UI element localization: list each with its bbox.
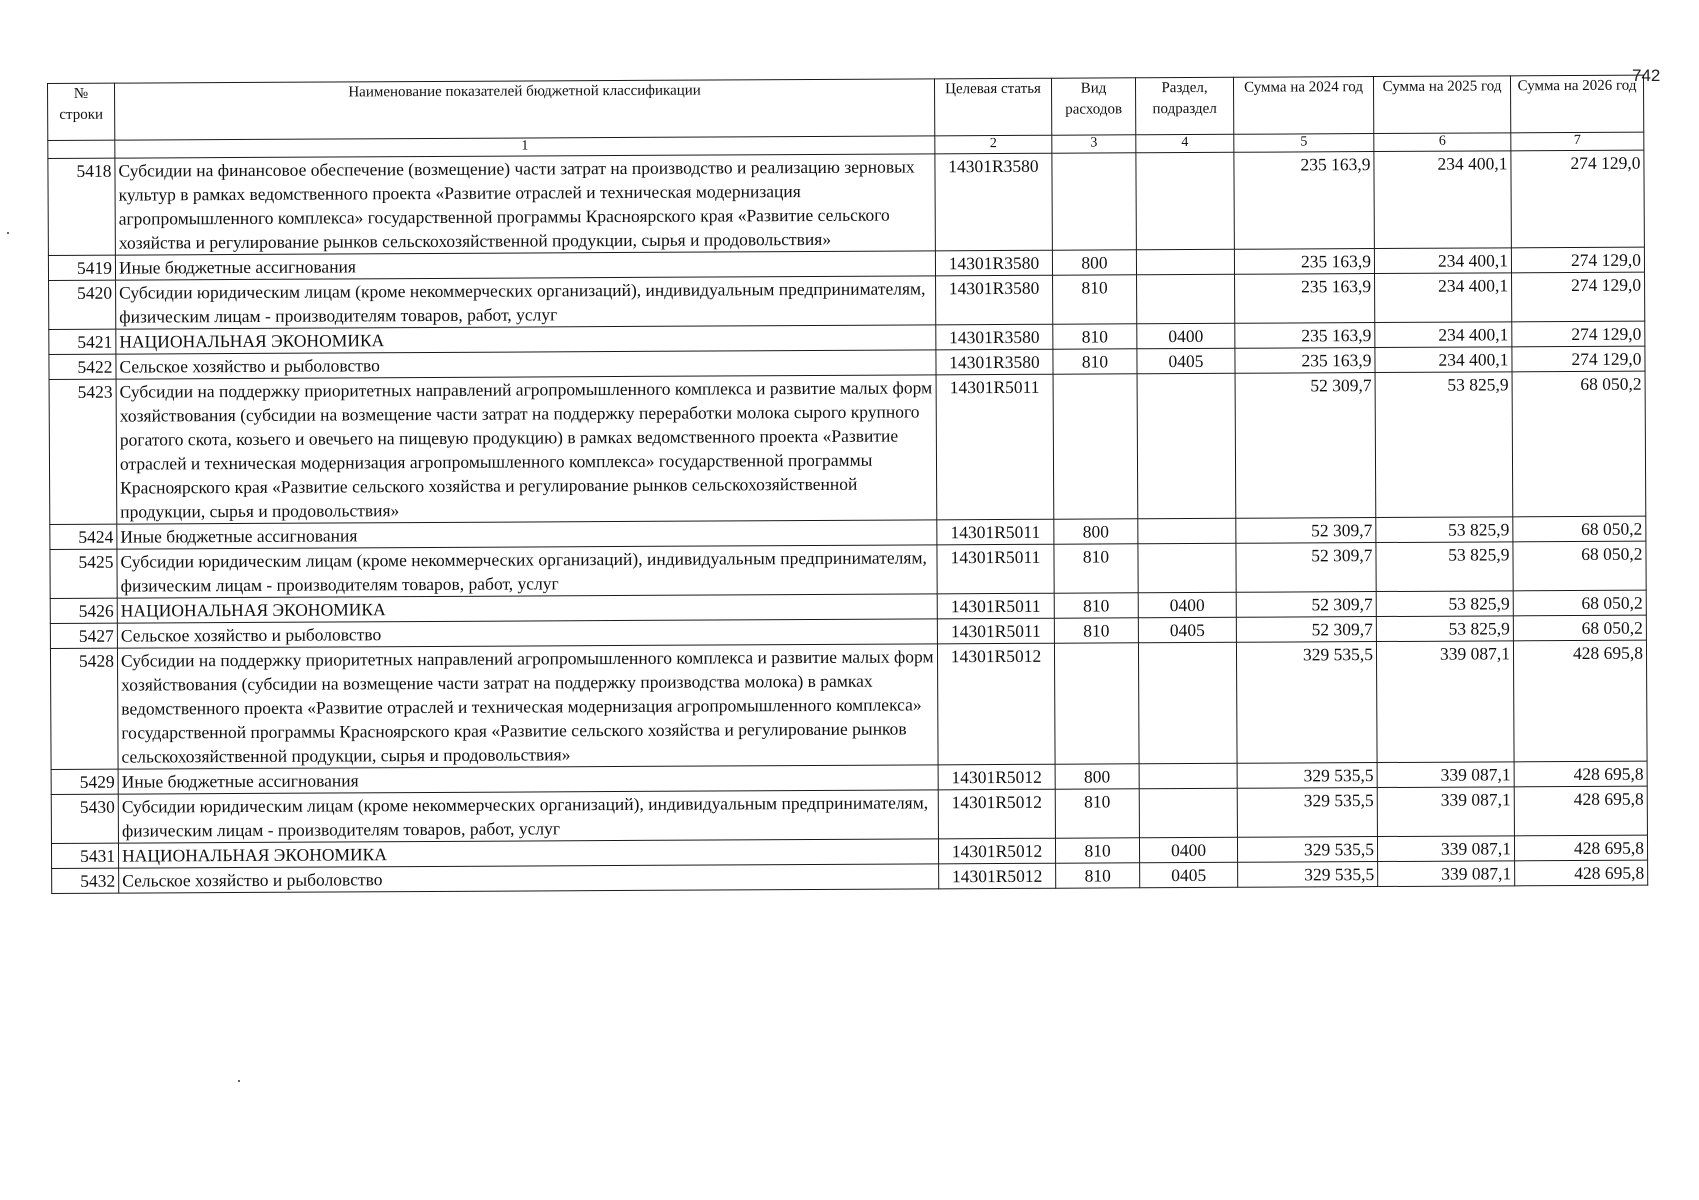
row-target-article: 14301R5012 (937, 643, 1055, 765)
row-sum-2026: 68 050,2 (1513, 615, 1646, 641)
row-target-article: 14301R3580 (936, 349, 1053, 375)
row-sum-2026: 274 129,0 (1511, 150, 1645, 248)
row-sum-2025: 53 825,9 (1376, 616, 1513, 642)
row-section: 0400 (1139, 837, 1237, 863)
header-sum-2024: Сумма на 2024 год (1233, 77, 1373, 135)
row-sum-2025: 234 400,1 (1375, 347, 1512, 373)
row-target-article: 14301R5011 (937, 593, 1054, 619)
row-sum-2025: 339 087,1 (1377, 762, 1514, 788)
row-sum-2026: 68 050,2 (1513, 590, 1646, 616)
row-expense-type (1052, 153, 1137, 250)
header-target-article: Целевая статья (934, 78, 1051, 136)
row-expense-type: 810 (1054, 544, 1138, 593)
row-expense-type: 810 (1053, 275, 1137, 324)
row-number: 5424 (50, 524, 117, 549)
column-number: 6 (1374, 133, 1511, 152)
row-sum-2025: 53 825,9 (1376, 542, 1513, 592)
row-sum-2025: 53 825,9 (1376, 517, 1513, 543)
row-name: Субсидии на финансовое обеспечение (возмещение) части затрат на производство и реализацию зерновых культур в рамках ведомственного проекта «Развитие отраслей и техническая модернизация агропромышленного комплекса» государственной программы Красноярского края «Развитие сельского хозяйства и регулирование рынков сельскохозяйственной продукции, сырья и продовольствия» (115, 154, 935, 255)
row-name: НАЦИОНАЛЬНАЯ ЭКОНОМИКА (116, 325, 936, 354)
row-target-article: 14301R3580 (936, 275, 1053, 325)
row-sum-2026: 428 695,8 (1514, 835, 1647, 861)
row-name: Субсидии юридическим лицам (кроме некоммерческих организаций), индивидуальным предпринимателям, физическим лицам - производителям товаров, работ, услуг (118, 790, 938, 843)
row-section (1138, 642, 1237, 764)
row-sum-2025: 234 400,1 (1374, 151, 1512, 249)
row-name: Иные бюджетные ассигнования (118, 765, 938, 794)
scan-speck (7, 232, 9, 234)
row-section (1138, 518, 1236, 544)
header-row-number: № строки (48, 83, 115, 140)
column-number-blank (48, 140, 115, 158)
row-sum-2024: 329 535,5 (1238, 862, 1378, 888)
column-number: 5 (1234, 134, 1374, 153)
row-section: 0400 (1138, 592, 1236, 618)
row-name: НАЦИОНАЛЬНАЯ ЭКОНОМИКА (118, 839, 938, 868)
row-target-article: 14301R5011 (937, 544, 1054, 594)
row-target-article: 14301R5011 (936, 374, 1054, 520)
row-expense-type: 810 (1053, 349, 1137, 374)
budget-table (47, 75, 1648, 894)
row-sum-2025: 339 087,1 (1377, 836, 1514, 862)
row-sum-2026: 428 695,8 (1514, 786, 1647, 836)
row-name: Иные бюджетные ассигнования (115, 251, 935, 280)
row-section (1137, 274, 1235, 324)
column-number: 1 (115, 136, 935, 158)
row-sum-2024: 329 535,5 (1237, 788, 1377, 838)
row-sum-2024: 329 535,5 (1237, 837, 1377, 863)
row-sum-2025: 339 087,1 (1376, 641, 1514, 763)
page-number: 742 (1632, 66, 1661, 85)
row-sum-2025: 234 400,1 (1375, 273, 1512, 323)
row-expense-type: 810 (1054, 593, 1138, 618)
row-name: Сельское хозяйство и рыболовство (119, 864, 939, 893)
header-sum-2026: Сумма на 2026 год (1510, 75, 1643, 133)
row-number: 5428 (50, 648, 118, 769)
row-sum-2026: 274 129,0 (1511, 247, 1644, 273)
row-sum-2026: 428 695,8 (1513, 640, 1647, 762)
row-expense-type: 800 (1052, 250, 1136, 275)
row-sum-2025: 53 825,9 (1375, 372, 1513, 518)
row-sum-2024: 52 309,7 (1236, 543, 1376, 593)
row-number: 5421 (49, 329, 116, 354)
row-expense-type: 800 (1054, 519, 1138, 544)
row-target-article: 14301R5012 (938, 764, 1055, 790)
table-row (50, 541, 1646, 598)
row-target-article: 14301R5012 (938, 838, 1055, 864)
row-sum-2026: 274 129,0 (1512, 272, 1645, 322)
row-sum-2025: 339 087,1 (1377, 787, 1514, 837)
row-name: Субсидии на поддержку приоритетных направлений агропромышленного комплекса и развитие малых форм хозяйствования (субсидии на возмещение части затрат на поддержку производства молока) в рамках ведомственного проекта «Развитие отраслей и техническая модернизация агропромышленного комплекса» государственной программы Красноярского края «Развитие сельского хозяйства и регулирование рынков сельскохозяйственной продукции, сырья и продовольствия» (117, 644, 938, 769)
row-section (1138, 543, 1236, 593)
row-sum-2024: 235 163,9 (1235, 274, 1375, 324)
row-number: 5427 (50, 623, 117, 648)
row-sum-2024: 329 535,5 (1236, 642, 1377, 764)
row-section (1137, 373, 1236, 519)
row-number: 5429 (51, 769, 118, 794)
row-number: 5423 (49, 379, 117, 524)
scan-speck (238, 1080, 240, 1082)
row-name: Сельское хозяйство и рыболовство (116, 350, 936, 379)
row-number: 5432 (52, 868, 119, 893)
row-name: Сельское хозяйство и рыболовство (117, 619, 937, 648)
row-name: Субсидии юридическим лицам (кроме некоммерческих организаций), индивидуальным предпринимателям, физическим лицам - производителям товаров, работ, услуг (117, 545, 937, 598)
column-number: 4 (1136, 134, 1234, 153)
header-expense-type: Вид расходов (1051, 78, 1135, 135)
table-row (49, 272, 1645, 329)
row-number: 5419 (48, 255, 115, 280)
row-expense-type: 810 (1055, 838, 1139, 863)
row-name: Субсидии на поддержку приоритетных направлений агропромышленного комплекса и развитие малых форм хозяйствования (субсидии на возмещение части затрат на поддержку переработки молока сырого крупного рогатого скота, козьего и овечьего на пищевую продукцию) в рамках ведомственного проекта «Развитие отраслей и техническая модернизация агропромышленного комплекса» государственной программы Красноярского края «Развитие сельского хозяйства и регулирование рынков сельскохозяйственной продукции, сырья и продовольствия» (116, 375, 937, 524)
row-target-article: 14301R3580 (935, 250, 1052, 276)
row-section: 0405 (1137, 348, 1235, 374)
row-name: НАЦИОНАЛЬНАЯ ЭКОНОМИКА (117, 594, 937, 623)
row-sum-2026: 428 695,8 (1514, 761, 1647, 787)
table-row (48, 150, 1644, 255)
row-section: 0405 (1140, 862, 1238, 888)
table-row (50, 640, 1647, 769)
header-name: Наименование показателей бюджетной классификации (115, 79, 935, 140)
row-sum-2026: 68 050,2 (1512, 371, 1646, 517)
row-sum-2024: 235 163,9 (1235, 348, 1375, 374)
row-target-article: 14301R5012 (938, 789, 1055, 839)
row-section (1139, 763, 1237, 789)
row-section (1136, 249, 1234, 275)
row-sum-2025: 234 400,1 (1375, 322, 1512, 348)
column-number: 7 (1511, 132, 1644, 151)
column-number: 2 (935, 135, 1052, 154)
row-expense-type: 810 (1056, 863, 1140, 888)
row-section: 0405 (1138, 617, 1236, 643)
column-number: 3 (1052, 135, 1136, 153)
row-number: 5431 (51, 843, 118, 868)
row-expense-type: 810 (1054, 618, 1138, 643)
row-sum-2024: 235 163,9 (1235, 323, 1375, 349)
row-number: 5430 (51, 794, 118, 843)
row-sum-2025: 53 825,9 (1376, 591, 1513, 617)
document-sheet (47, 75, 1647, 894)
row-sum-2026: 68 050,2 (1513, 541, 1646, 591)
row-target-article: 14301R5011 (937, 618, 1054, 644)
row-expense-type (1054, 643, 1139, 764)
row-number: 5418 (48, 158, 116, 255)
row-number: 5426 (50, 598, 117, 623)
row-section: 0400 (1137, 323, 1235, 349)
header-section: Раздел, подраздел (1135, 77, 1233, 135)
row-section (1139, 788, 1237, 838)
header-sum-2025: Сумма на 2025 год (1373, 76, 1510, 134)
row-expense-type: 800 (1055, 764, 1139, 789)
row-sum-2026: 274 129,0 (1512, 321, 1645, 347)
row-section (1136, 152, 1235, 250)
row-number: 5420 (49, 280, 116, 329)
row-number: 5425 (50, 549, 117, 598)
row-sum-2026: 274 129,0 (1512, 346, 1645, 372)
row-sum-2024: 329 535,5 (1237, 763, 1377, 789)
row-target-article: 14301R5011 (937, 519, 1054, 545)
row-expense-type (1053, 374, 1138, 519)
row-name: Иные бюджетные ассигнования (117, 520, 937, 549)
row-target-article: 14301R5012 (939, 863, 1056, 889)
row-sum-2024: 52 309,7 (1236, 617, 1376, 643)
table-row (51, 786, 1647, 843)
row-sum-2025: 234 400,1 (1374, 248, 1511, 274)
table-row (49, 371, 1646, 524)
row-sum-2024: 52 309,7 (1236, 518, 1376, 544)
row-sum-2024: 52 309,7 (1236, 592, 1376, 618)
row-sum-2025: 339 087,1 (1378, 861, 1515, 887)
row-sum-2024: 235 163,9 (1234, 152, 1375, 250)
row-sum-2024: 52 309,7 (1235, 373, 1376, 519)
row-expense-type: 810 (1055, 789, 1139, 838)
row-sum-2026: 68 050,2 (1513, 516, 1646, 542)
row-sum-2026: 428 695,8 (1515, 860, 1648, 886)
row-name: Субсидии юридическим лицам (кроме некоммерческих организаций), индивидуальным предпринимателям, физическим лицам - производителям товаров, работ, услуг (116, 276, 936, 329)
row-number: 5422 (49, 354, 116, 379)
row-expense-type: 810 (1053, 324, 1137, 349)
row-sum-2024: 235 163,9 (1234, 249, 1374, 275)
row-target-article: 14301R3580 (936, 324, 1053, 350)
row-target-article: 14301R3580 (935, 153, 1053, 251)
